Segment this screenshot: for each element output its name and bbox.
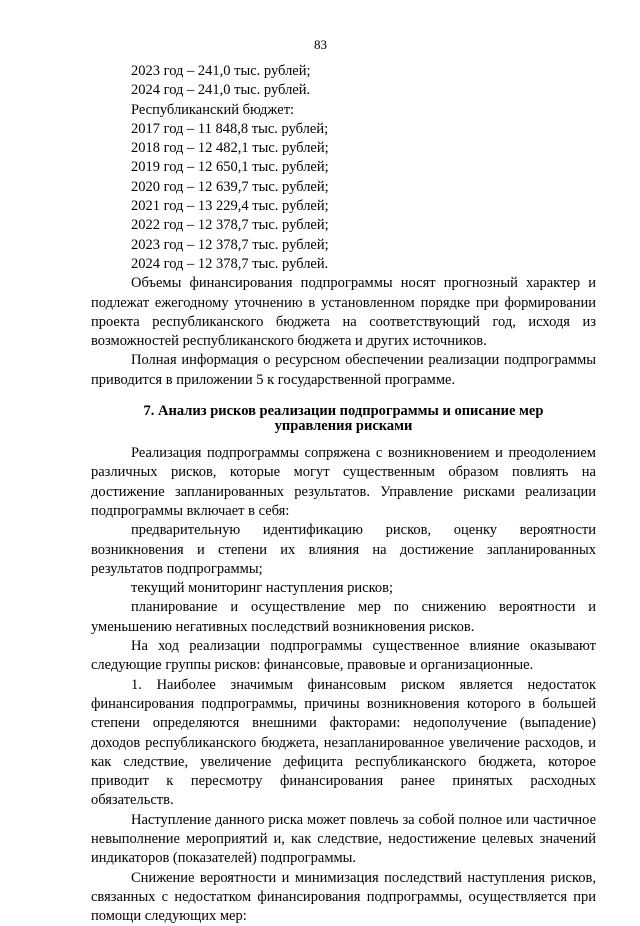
budget-line: 2018 год – 12 482,1 тыс. рублей; — [131, 140, 329, 157]
budget-list — [91, 62, 596, 274]
budget-line: 2023 год – 241,0 тыс. рублей; — [131, 63, 311, 79]
budget-line: 2019 год – 12 650,1 тыс. рублей; — [131, 159, 329, 176]
budget-line: 2020 год – 12 639,7 тыс. рублей; — [131, 178, 329, 195]
paragraph-risk-planning: планирование и осуществление мер по снижению вероятности и уменьшению негативных последствий возникновения рисков. — [91, 599, 596, 635]
section-heading-line2: управления рисками — [274, 418, 413, 435]
paragraph-financial-risk: 1. Наиболее значимым финансовым риском является недостаток финансирования подпрограммы, причины возникновения которого в большей степени определяются внешними факторами: недополучение (выпадение) доходов республиканского бюджета, незапланированное увеличение расходов, и как следствие, увеличение дефицита республиканского бюджета, которое приводит к пересмотру финансирования ранее принятых расходных обязательств. — [91, 676, 596, 809]
page-number: 83 — [314, 37, 327, 52]
section-heading-line1: 7. Анализ рисков реализации подпрограммы и описание мер — [143, 403, 544, 420]
budget-line: 2021 год – 13 229,4 тыс. рублей; — [131, 198, 329, 215]
paragraph-risk-identification: предварительную идентификацию рисков, оценку вероятности возникновения и степени их влияния на достижение запланированных результатов подпрограммы; — [91, 522, 596, 577]
budget-line: 2024 год – 241,0 тыс. рублей. — [131, 82, 311, 99]
paragraph-risk-monitoring: текущий мониторинг наступления рисков; — [131, 580, 394, 597]
budget-section-label: Республиканский бюджет: — [131, 101, 295, 118]
section-heading — [91, 404, 596, 434]
paragraph-risk-intro: Реализация подпрограммы сопряжена с возникновением и преодолением различных рисков, которые могут существенным образом повлиять на достижение запланированных результатов. Управление рисками реализации подпрограммы включает в себя: — [91, 445, 596, 519]
paragraph-risk-consequences: Наступление данного риска может повлечь за собой полное или частичное невыполнение мероприятий и, как следствие, недостижение целевых значений индикаторов (показателей) подпрограммы. — [91, 811, 596, 867]
paragraph-funding-forecast: Объемы финансирования подпрограммы носят прогнозный характер и подлежат ежегодному уточнению в установленном порядке при формировании проекта республиканского бюджета на соответствующий год, исходя из возможностей республиканского бюджета и других источников. — [91, 275, 596, 350]
paragraph-resource-info: Полная информация о ресурсном обеспечении реализации подпрограммы приводится в приложении 5 к государственной программе. — [91, 352, 596, 388]
budget-line: 2022 год – 12 378,7 тыс. рублей; — [131, 217, 329, 234]
budget-line: 2024 год – 12 378,7 тыс. рублей. — [131, 255, 329, 272]
paragraph-risk-mitigation: Снижение вероятности и минимизация последствий наступления рисков, связанных с недостатком финансирования подпрограммы, осуществляется при помощи следующих мер: — [91, 869, 596, 925]
paragraph-risk-groups: На ход реализации подпрограммы существенное влияние оказывают следующие группы рисков: финансовые, правовые и организационные. — [91, 638, 596, 674]
budget-line: 2023 год – 12 378,7 тыс. рублей; — [131, 236, 329, 253]
budget-line: 2017 год – 11 848,8 тыс. рублей; — [131, 120, 329, 137]
